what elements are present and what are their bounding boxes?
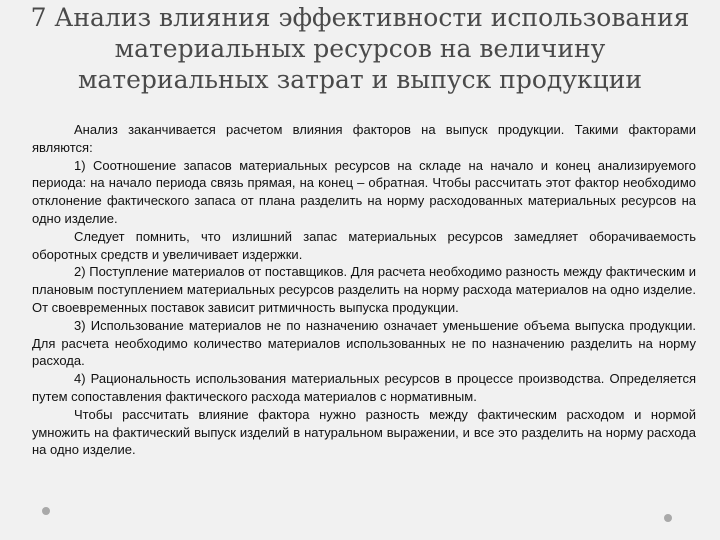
paragraph-conclusion: Чтобы рассчитать влияние фактора нужно разность между фактическим расходом и нормой умножить на фактический выпуск изделий в натуральном выражении, и все это разделить на норму расхода на одно изделие. xyxy=(32,406,696,458)
paragraph-intro: Анализ заканчивается расчетом влияния факторов на выпуск продукции. Такими факторами являются: xyxy=(32,122,696,155)
paragraph-factor-2: 2) Поступление материалов от поставщиков. Для расчета необходимо разность между фактическим и плановым поступлением материальных ресурсов разделить на норму расхода материалов на одно изделие. От своевременных поставок зависит ритмичность выпуска продукции. xyxy=(32,264,696,315)
paragraph-note: Следует помнить, что излишний запас материальных ресурсов замедляет оборачиваемость оборотных средств и увеличивает издержки. xyxy=(32,228,696,262)
slide-title: 7 Анализ влияния эффективности использования материальных ресурсов на величину материальных затрат и выпуск продукции xyxy=(30,3,690,94)
paragraph-factor-3: 3) Использование материалов не по назначению означает уменьшение объема выпуска продукции. Для расчета необходимо количество материалов использованных не по назначению разделить на норму расхода. xyxy=(32,317,696,369)
paragraph-factor-1: 1) Соотношение запасов материальных ресурсов на складе на начало и конец анализируемого периода: на начало периода связь прямая, на конец – обратная. Чтобы рассчитать этот фактор необходимо отклонение фактического запаса от плана разделить на норму расходованных материальных ресурсов на одно изделие. xyxy=(32,157,696,226)
decor-dot-right xyxy=(664,514,672,522)
decor-dot-left xyxy=(42,507,50,515)
slide-body xyxy=(32,121,696,459)
paragraph-factor-4: 4) Рациональность использования материальных ресурсов в процессе производства. Определяется путем сопоставления фактического расхода материалов с нормативным. xyxy=(32,371,696,404)
